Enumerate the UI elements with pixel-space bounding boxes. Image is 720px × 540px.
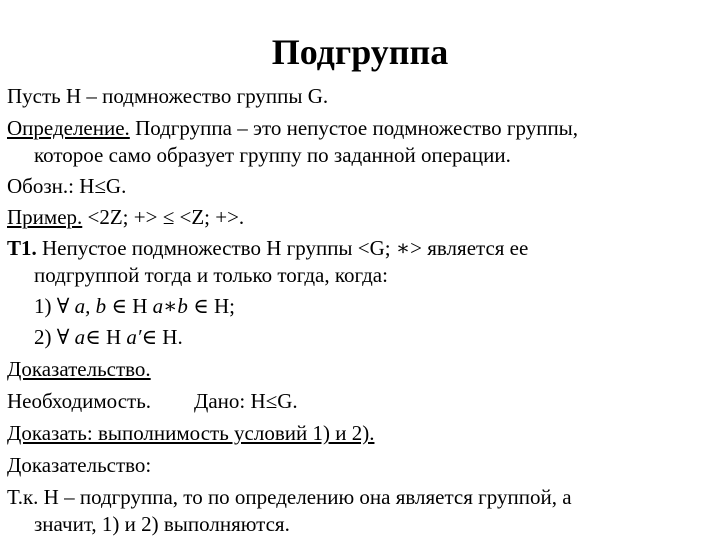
notation-label: Обозн. xyxy=(7,174,69,198)
proof-heading: Доказательство. xyxy=(7,357,151,381)
condition-2-number: 2) ∀ xyxy=(34,325,75,349)
notation-text: : H≤G. xyxy=(68,174,127,198)
necessity-label: Необходимость. xyxy=(7,389,152,413)
definition-continuation: которое само образует группу по заданной операции. xyxy=(34,143,511,167)
theorem-text: Непустое подмножество H группы <G; ∗> является ее xyxy=(36,236,529,260)
theorem-continuation: подгруппой тогда и только тогда, когда: xyxy=(34,263,388,287)
conclusion-continuation: значит, 1) и 2) выполняются. xyxy=(34,512,290,536)
condition-2 xyxy=(34,324,183,350)
theorem-line xyxy=(7,235,528,261)
example-line xyxy=(7,204,244,230)
condition-2-membership: ∈ H xyxy=(85,325,127,349)
proof-label: Доказательство: xyxy=(7,453,152,477)
given-text: Дано: H≤G. xyxy=(194,389,298,413)
example-text: <2Z; +> ≤ <Z; +>. xyxy=(82,205,245,229)
slide-title: Подгруппа xyxy=(271,32,449,72)
condition-1-number: 1) ∀ xyxy=(34,294,75,318)
condition-1-vars: a, b xyxy=(74,294,107,318)
definition-text: Подгруппа – это непустое подмножество группы, xyxy=(129,116,579,140)
example-label: Пример. xyxy=(7,205,83,229)
condition-2-end: ∈ H. xyxy=(141,325,183,349)
notation-line xyxy=(7,173,126,199)
definition-label: Определение. xyxy=(7,116,130,140)
conclusion-line: Т.к. H – подгруппа, то по определению она является группой, а xyxy=(7,485,572,509)
theorem-label: Т1. xyxy=(7,236,37,260)
condition-1-membership: ∈ H xyxy=(106,294,153,318)
necessity-line xyxy=(7,388,298,414)
condition-1 xyxy=(34,293,235,319)
condition-2-expression: a′ xyxy=(126,325,142,349)
condition-2-var: a xyxy=(74,325,86,349)
condition-1-end: ∈ H; xyxy=(187,294,235,318)
to-prove-line: Доказать: выполнимость условий 1) и 2). xyxy=(7,421,375,445)
condition-1-expression: a∗b xyxy=(152,294,188,318)
intro-line: Пусть H – подмножество группы G. xyxy=(7,84,329,108)
definition-line xyxy=(7,115,578,141)
